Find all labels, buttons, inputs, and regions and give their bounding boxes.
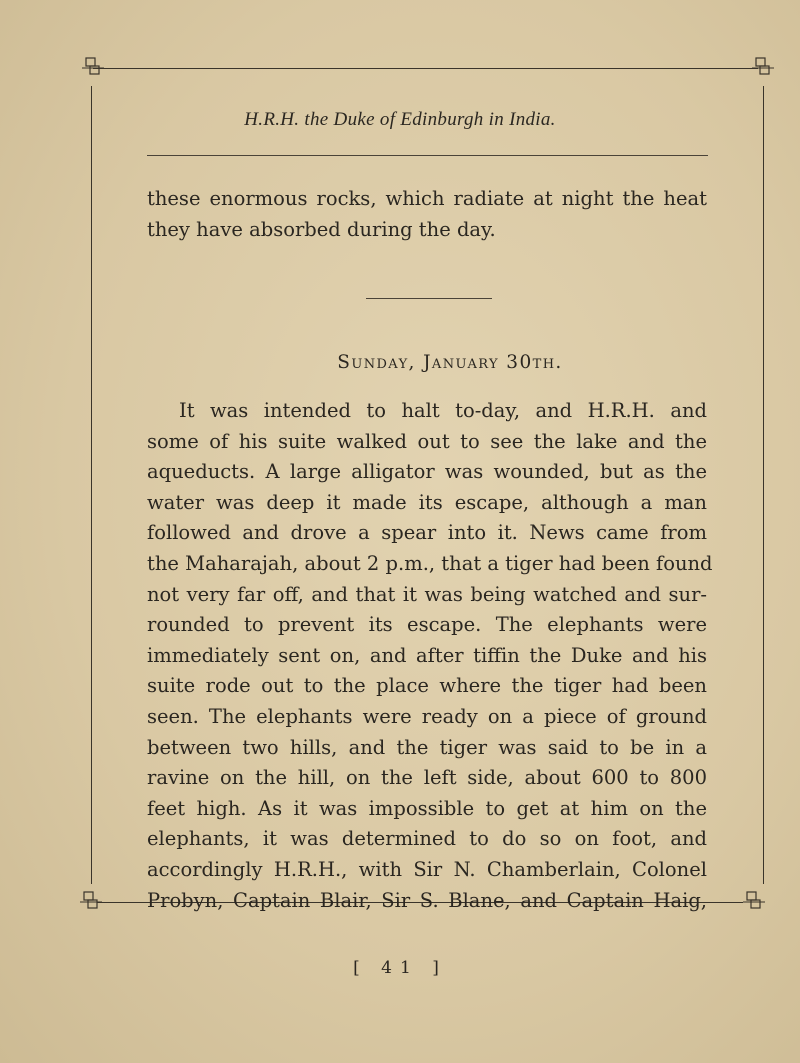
corner-ornament-top-right [752, 56, 774, 78]
section-divider [366, 298, 492, 299]
text-line: rounded to prevent its escape. The elephants were [147, 613, 707, 637]
text-line: It was intended to halt to-day, and H.R.H. and [179, 399, 707, 422]
text-line: suite rode out to the place where the tiger had been [147, 674, 707, 698]
corner-ornament-top-left [82, 56, 104, 78]
text-line: seen. The elephants were ready on a piece of ground [147, 704, 707, 728]
text-line: aqueducts. A large alligator was wounded, but as the [147, 460, 707, 484]
text-line: Probyn, Captain Blair, Sir S. Blane, and Captain Haig, [147, 888, 707, 912]
text-line: some of his suite walked out to see the lake and the [147, 429, 707, 453]
text-line: not very far off, and that it was being watched and sur- [147, 582, 707, 606]
text-line: water was deep it made its escape, although a man [147, 490, 707, 514]
frame-right-rule [763, 86, 764, 884]
frame-top-rule [93, 68, 758, 69]
text-line: between two hills, and the tiger was said to be in a [147, 735, 707, 759]
header-divider [147, 155, 708, 156]
text-line: elephants, it was determined to do so on foot, and [147, 827, 707, 851]
text-line: these enormous rocks, which radiate at night the heat [147, 187, 707, 210]
page-number: [ 41 ] [353, 958, 447, 978]
text-line: feet high. As it was impossible to get at him on the [147, 796, 707, 820]
text-line: immediately sent on, and after tiffin the Duke and his [147, 643, 707, 667]
text-line: accordingly H.R.H., with Sir N. Chamberlain, Colonel [147, 857, 707, 881]
corner-ornament-bottom-left [80, 890, 102, 912]
corner-ornament-bottom-right [743, 890, 765, 912]
frame-left-rule [91, 86, 92, 884]
text-line: the Maharajah, about 2 p.m., that a tiger had been found [147, 551, 713, 575]
intro-text [147, 184, 707, 245]
main-paragraph [147, 396, 713, 916]
text-line: ravine on the hill, on the left side, about 600 to 800 [147, 766, 707, 790]
text-line: followed and drove a spear into it. News came from [147, 521, 707, 545]
running-title: H.R.H. the Duke of Edinburgh in India. [244, 109, 556, 130]
text-line: they have absorbed during the day. [147, 217, 496, 241]
section-heading: Sunday, January 30th. [337, 352, 563, 373]
